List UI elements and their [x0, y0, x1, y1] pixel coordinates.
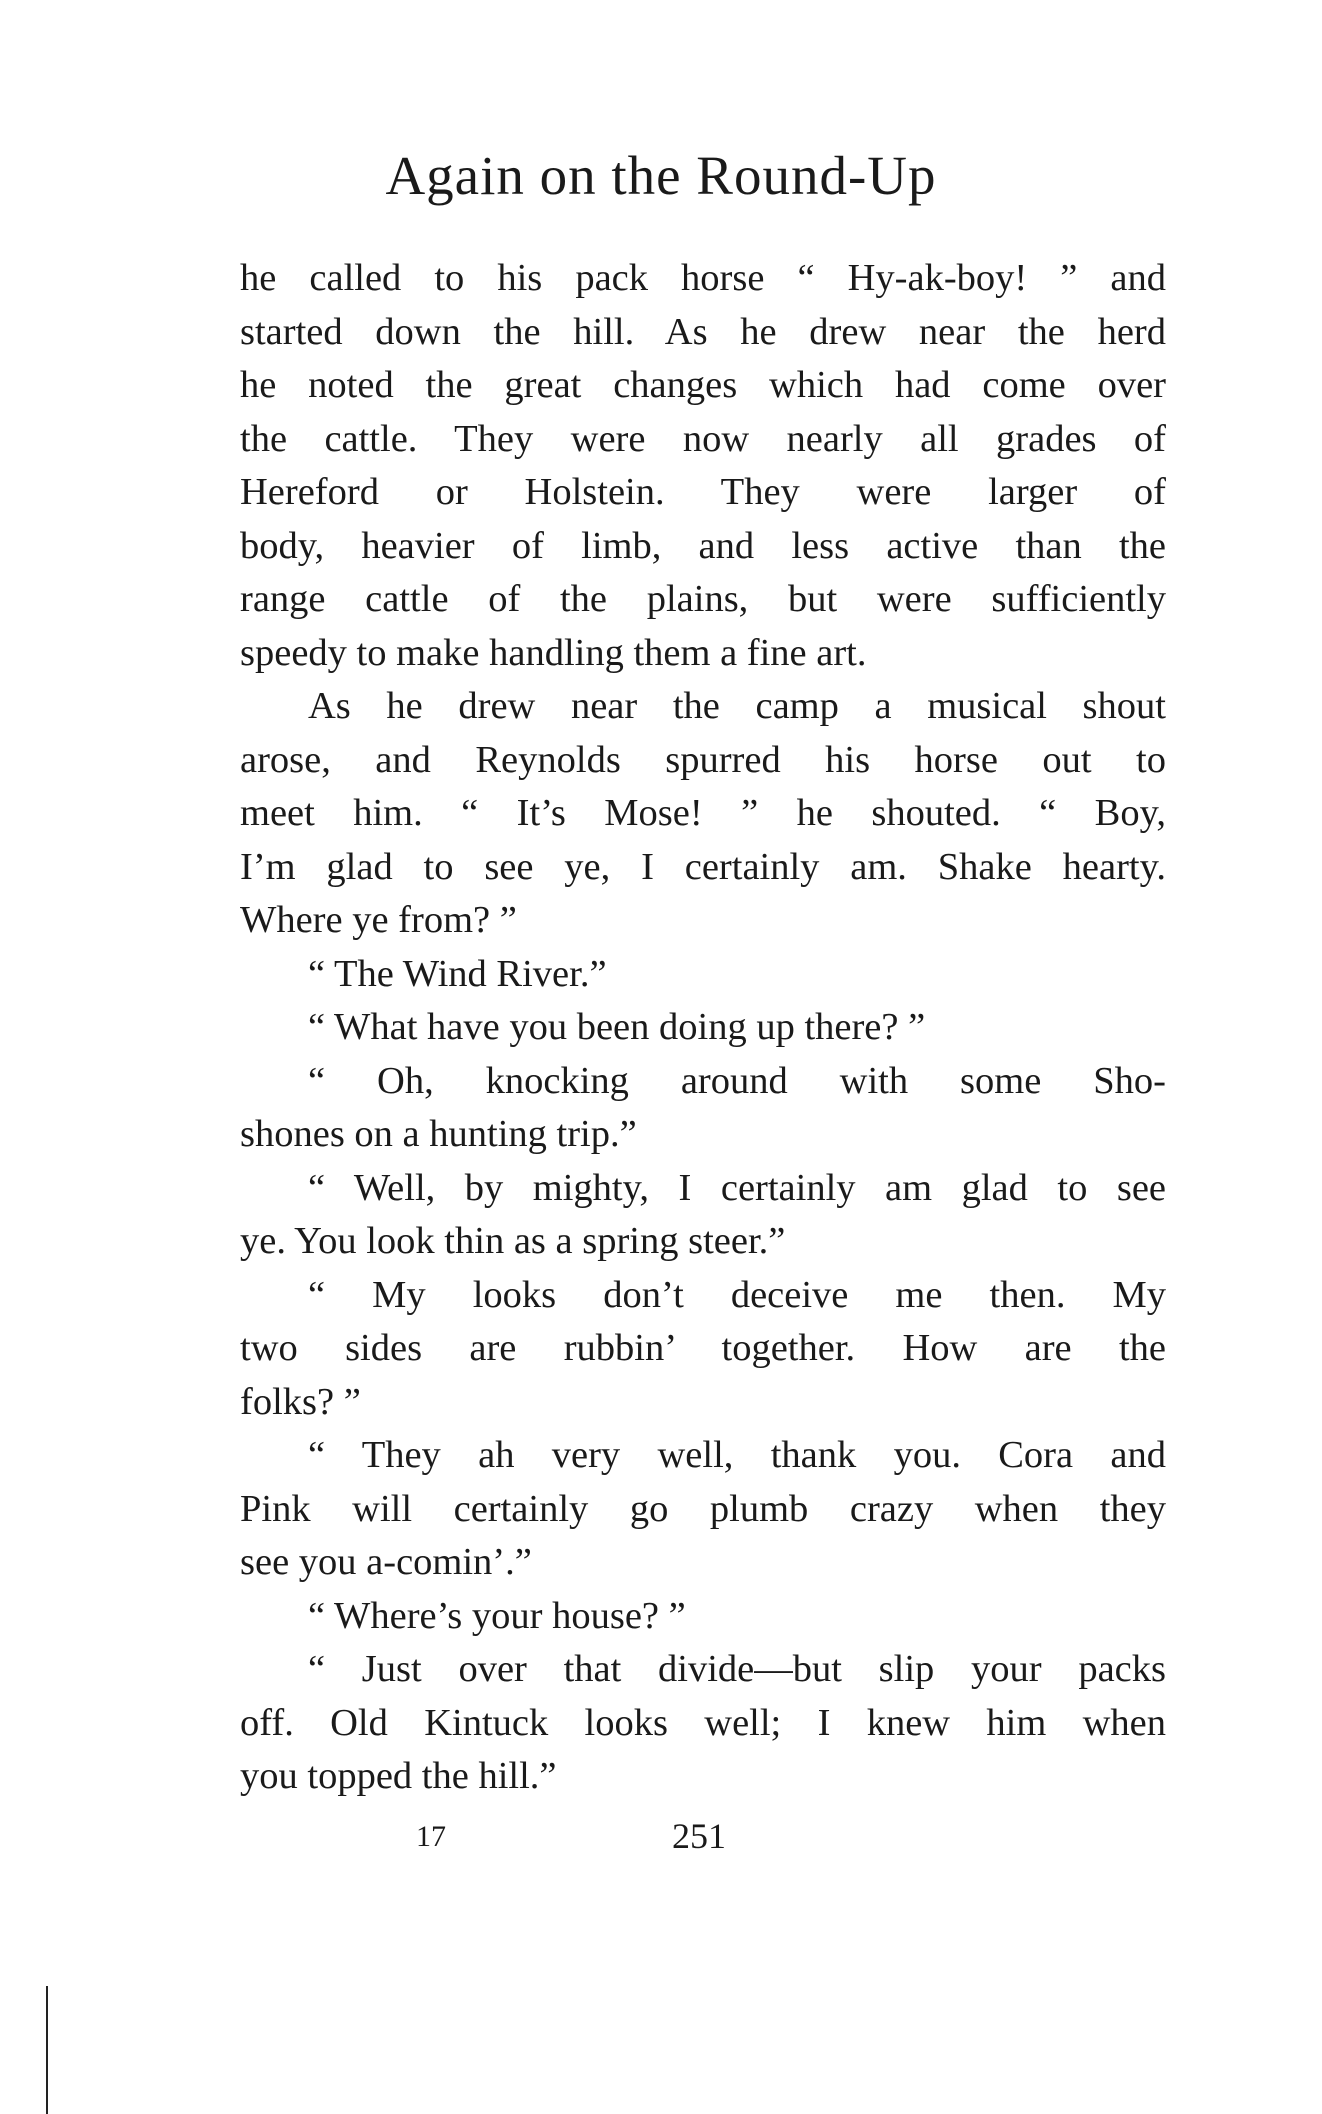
text-line: he called to his pack horse “ Hy-ak-boy! ” and	[240, 257, 1166, 299]
text-line: Where ye from? ”	[240, 899, 517, 941]
text-line: body, heavier of limb, and less active than the	[240, 524, 1166, 567]
text-line: meet him. “ It’s Mose! ” he shouted. “ Boy,	[240, 792, 1166, 834]
text-line: “ What have you been doing up there? ”	[308, 1006, 926, 1048]
text-line: the cattle. They were now nearly all grades of	[240, 417, 1166, 460]
text-line: see you a-comin’.”	[240, 1541, 532, 1583]
text-line: “ They ah very well, thank you. Cora and	[308, 1434, 1166, 1476]
text-line: “ Well, by mighty, I certainly am glad to see	[308, 1166, 1166, 1209]
text-line: I’m glad to see ye, I certainly am. Shake hearty.	[240, 845, 1166, 888]
page-number: 251	[672, 1816, 726, 1856]
text-line: Pink will certainly go plumb crazy when they	[240, 1487, 1166, 1530]
text-line: Hereford or Holstein. They were larger of	[240, 471, 1166, 513]
text-line: two sides are rubbin’ together. How are the	[240, 1327, 1166, 1369]
body-text	[240, 252, 1166, 1804]
text-line: “ My looks don’t deceive me then. My	[308, 1273, 1166, 1316]
text-line: speedy to make handling them a fine art.	[240, 631, 867, 674]
text-line: As he drew near the camp a musical shout	[308, 685, 1166, 727]
running-head: Again on the Round-Up	[385, 145, 937, 206]
text-line: shones on a hunting trip.”	[240, 1113, 637, 1155]
text-line: “ The Wind River.”	[308, 952, 607, 995]
text-line: off. Old Kintuck looks well; I knew him when	[240, 1701, 1166, 1744]
text-line: he noted the great changes which had come over	[240, 364, 1166, 406]
text-line: “ Just over that divide—but slip your packs	[308, 1648, 1166, 1690]
text-line: ye. You look thin as a spring steer.”	[240, 1220, 786, 1262]
text-line: arose, and Reynolds spurred his horse out to	[240, 738, 1166, 781]
signature-mark: 17	[416, 1820, 446, 1853]
text-line: “ Where’s your house? ”	[308, 1594, 686, 1637]
margin-rule	[46, 1986, 48, 2114]
text-line: you topped the hill.”	[240, 1755, 557, 1797]
text-line: folks? ”	[240, 1380, 361, 1423]
text-line: started down the hill. As he drew near the herd	[240, 310, 1166, 353]
text-line: “ Oh, knocking around with some Sho-	[308, 1059, 1166, 1102]
text-line: range cattle of the plains, but were sufficiently	[240, 578, 1166, 620]
